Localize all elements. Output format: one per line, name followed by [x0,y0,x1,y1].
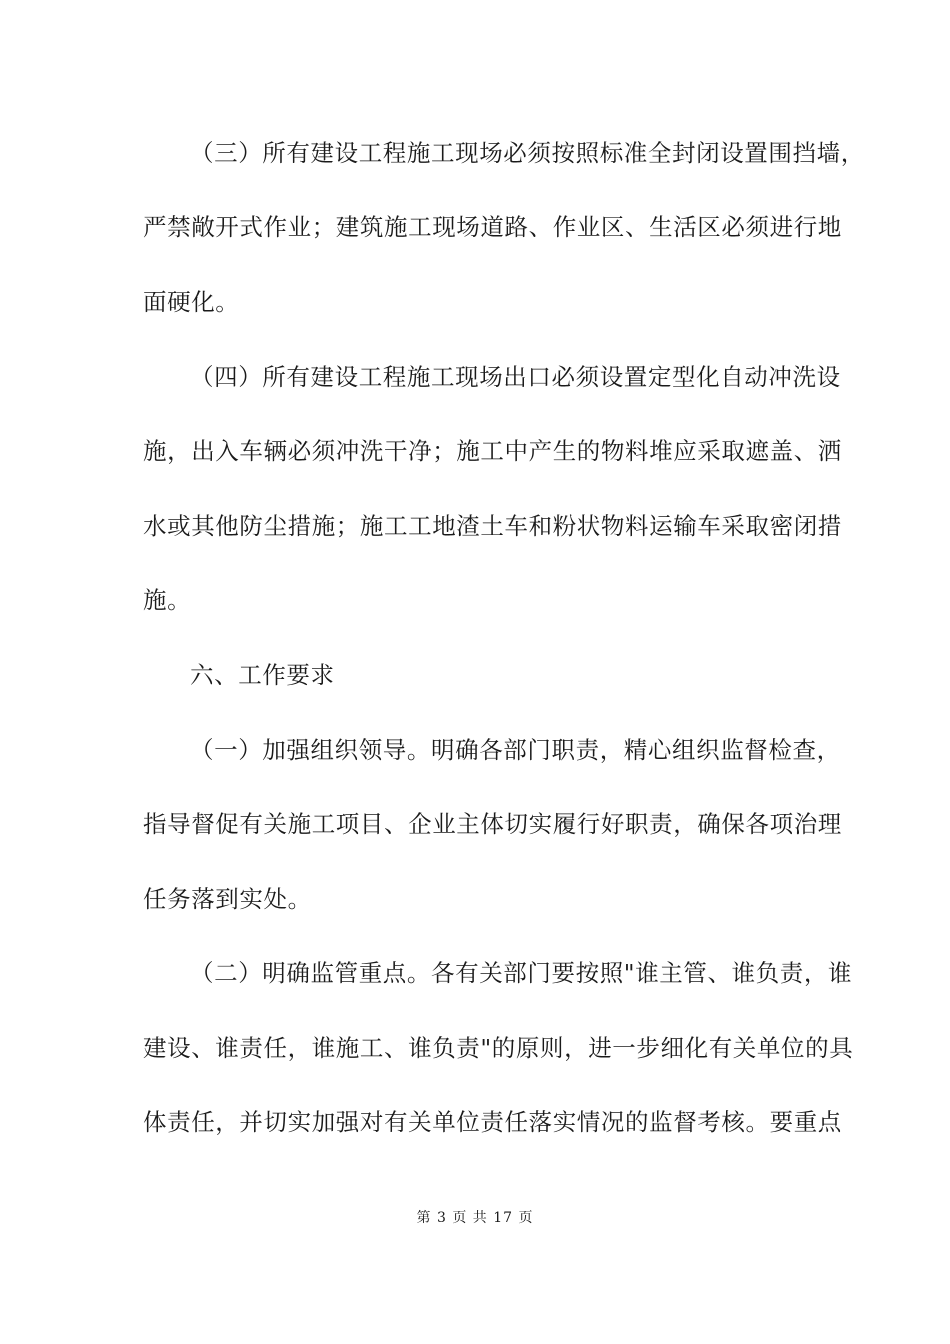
page-label-suffix: 页 [518,1210,534,1226]
page-label-middle: 页 共 [452,1210,488,1226]
paragraph-4-line-4: 施。 [143,586,192,614]
paragraph-3-line-2: 严禁敞开式作业；建筑施工现场道路、作业区、生活区必须进行地 [143,213,842,241]
paragraph-3-line-3: 面硬化。 [143,288,240,316]
paragraph-2-line-2: 建设、谁责任，谁施工、谁负责"的原则，进一步细化有关单位的具 [143,1034,854,1062]
paragraph-2-line-3: 体责任，并切实加强对有关单位责任落实情况的监督考核。要重点 [143,1108,842,1136]
total-pages-number: 17 [493,1210,514,1226]
paragraph-1-line-2: 指导督促有关施工项目、企业主体切实履行好职责，确保各项治理 [143,810,842,838]
paragraph-4-line-3: 水或其他防尘措施；施工工地渣土车和粉状物料运输车采取密闭措 [143,512,842,540]
paragraph-2-line-1: （二）明确监管重点。各有关部门要按照"谁主管、谁负责，谁 [190,959,853,987]
paragraph-3-line-1: （三）所有建设工程施工现场必须按照标准全封闭设置围挡墙， [190,139,865,167]
paragraph-4-line-2: 施，出入车辆必须冲洗干净；施工中产生的物料堆应采取遮盖、洒 [143,437,842,465]
section-heading: 六、工作要求 [190,661,335,689]
paragraph-4-line-1: （四）所有建设工程施工现场出口必须设置定型化自动冲洗设 [190,363,841,391]
page-label-prefix: 第 [416,1210,432,1226]
page-footer [0,1208,950,1228]
paragraph-1-line-1: （一）加强组织领导。明确各部门职责，精心组织监督检查， [190,736,841,764]
current-page-number: 3 [436,1210,447,1226]
paragraph-1-line-3: 任务落到实处。 [143,885,312,913]
